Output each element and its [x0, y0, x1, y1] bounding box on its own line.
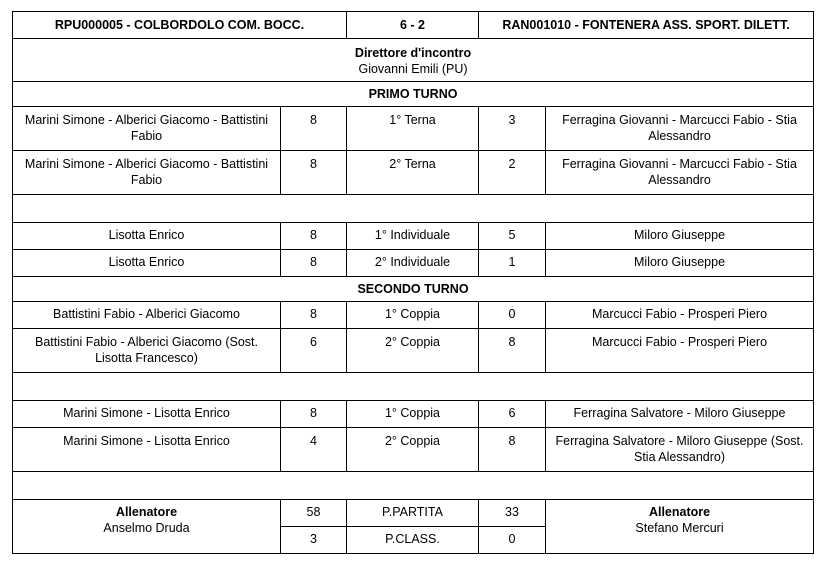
home-coach-cell [13, 500, 281, 554]
director-cell [13, 39, 814, 82]
game-type: 2° Individuale [347, 250, 479, 277]
away-score: 3 [479, 107, 546, 151]
away-players: Ferragina Giovanni - Marcucci Fabio - Stia Alessandro [546, 151, 814, 195]
away-players: Ferragina Giovanni - Marcucci Fabio - Stia Alessandro [546, 107, 814, 151]
match-report-table [12, 11, 814, 554]
director-name: Giovanni Emili (PU) [358, 62, 468, 76]
header-row [13, 12, 814, 39]
away-score: 6 [479, 401, 546, 428]
p-class-label: P.CLASS. [347, 527, 479, 554]
game-type: 1° Terna [347, 107, 479, 151]
away-coach-label: Allenatore [648, 505, 711, 519]
home-players: Lisotta Enrico [13, 223, 281, 250]
p-class-away: 0 [479, 527, 546, 554]
game-type: 1° Individuale [347, 223, 479, 250]
table-row [13, 329, 814, 373]
table-row [13, 107, 814, 151]
home-players: Marini Simone - Lisotta Enrico [13, 428, 281, 472]
home-score: 8 [281, 250, 347, 277]
home-players: Marini Simone - Alberici Giacomo - Battistini Fabio [13, 107, 281, 151]
p-partita-away: 33 [479, 500, 546, 527]
away-coach-cell [546, 500, 814, 554]
away-score: 5 [479, 223, 546, 250]
away-players: Miloro Giuseppe [546, 250, 814, 277]
game-type: 1° Coppia [347, 401, 479, 428]
spacer-cell [13, 195, 814, 223]
home-coach-name: Anselmo Druda [103, 521, 190, 535]
home-score: 8 [281, 223, 347, 250]
secondo-turno-title: SECONDO TURNO [13, 277, 814, 302]
home-score: 8 [281, 401, 347, 428]
home-players: Battistini Fabio - Alberici Giacomo (Sost. Lisotta Francesco) [13, 329, 281, 373]
home-players: Marini Simone - Alberici Giacomo - Battistini Fabio [13, 151, 281, 195]
away-players: Marcucci Fabio - Prosperi Piero [546, 302, 814, 329]
home-players: Marini Simone - Lisotta Enrico [13, 401, 281, 428]
home-score: 8 [281, 107, 347, 151]
match-report-sheet [12, 11, 813, 554]
game-type: 2° Coppia [347, 329, 479, 373]
match-score: 6 - 2 [347, 12, 479, 39]
game-type: 2° Coppia [347, 428, 479, 472]
primo-turno-title-row [13, 82, 814, 107]
table-row [13, 250, 814, 277]
table-row [13, 151, 814, 195]
table-row [13, 401, 814, 428]
table-row [13, 223, 814, 250]
home-score: 8 [281, 151, 347, 195]
table-row [13, 428, 814, 472]
game-type: 2° Terna [347, 151, 479, 195]
away-coach-name: Stefano Mercuri [635, 521, 724, 535]
p-class-home: 3 [281, 527, 347, 554]
away-score: 8 [479, 329, 546, 373]
spacer-cell [13, 472, 814, 500]
away-score: 2 [479, 151, 546, 195]
home-players: Battistini Fabio - Alberici Giacomo [13, 302, 281, 329]
home-team-name: RPU000005 - COLBORDOLO COM. BOCC. [13, 12, 347, 39]
home-players: Lisotta Enrico [13, 250, 281, 277]
away-score: 0 [479, 302, 546, 329]
director-label: Direttore d'incontro [354, 46, 472, 60]
p-partita-home: 58 [281, 500, 347, 527]
away-players: Marcucci Fabio - Prosperi Piero [546, 329, 814, 373]
away-players: Ferragina Salvatore - Miloro Giuseppe [546, 401, 814, 428]
spacer-cell [13, 373, 814, 401]
secondo-turno-title-row [13, 277, 814, 302]
spacer-row [13, 472, 814, 500]
away-players: Miloro Giuseppe [546, 223, 814, 250]
primo-turno-title: PRIMO TURNO [13, 82, 814, 107]
table-row [13, 302, 814, 329]
away-team-name: RAN001010 - FONTENERA ASS. SPORT. DILETT. [479, 12, 814, 39]
home-score: 8 [281, 302, 347, 329]
home-score: 6 [281, 329, 347, 373]
away-score: 8 [479, 428, 546, 472]
spacer-row [13, 195, 814, 223]
p-partita-label: P.PARTITA [347, 500, 479, 527]
home-coach-label: Allenatore [115, 505, 178, 519]
away-players: Ferragina Salvatore - Miloro Giuseppe (Sost. Stia Alessandro) [546, 428, 814, 472]
game-type: 1° Coppia [347, 302, 479, 329]
footer-row-partita [13, 500, 814, 527]
away-score: 1 [479, 250, 546, 277]
home-score: 4 [281, 428, 347, 472]
director-row [13, 39, 814, 82]
spacer-row [13, 373, 814, 401]
